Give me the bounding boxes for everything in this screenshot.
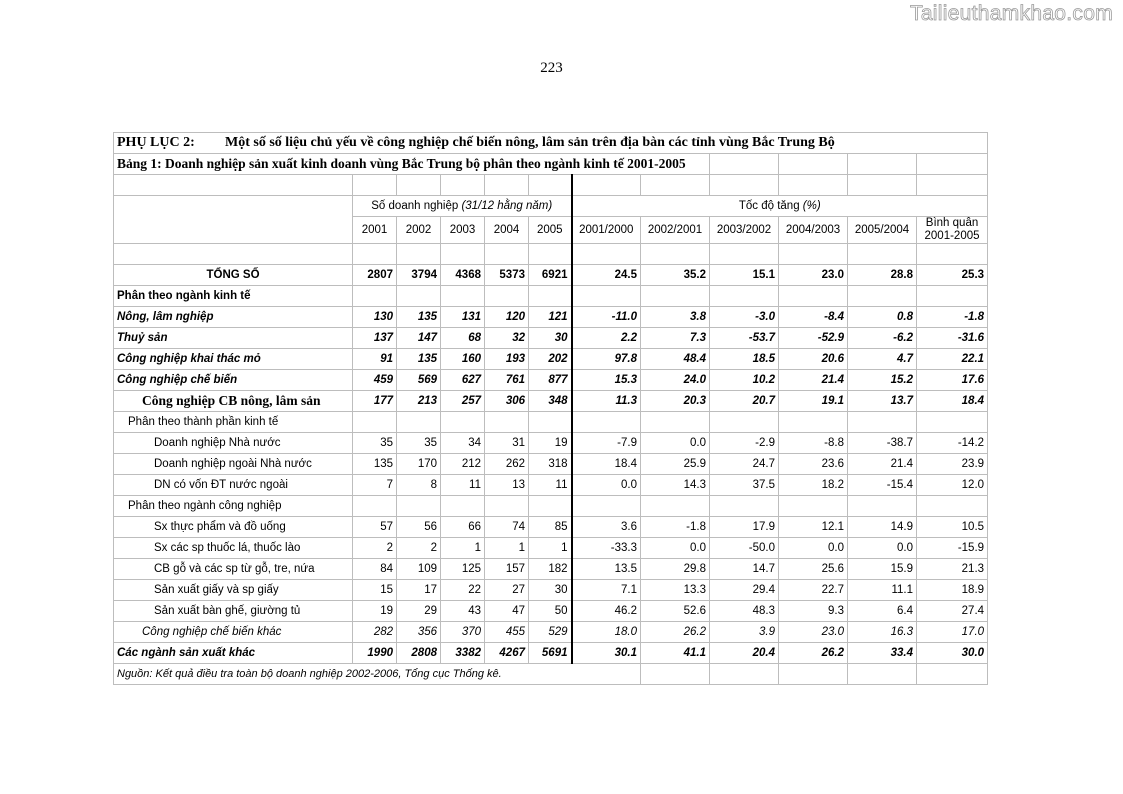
count-cell: 459 bbox=[353, 370, 397, 391]
growth-cell: 3.6 bbox=[572, 517, 641, 538]
growth-cell: -1.8 bbox=[917, 307, 988, 328]
row-label: Công nghiệp chế biến bbox=[114, 370, 353, 391]
page-number: 223 bbox=[540, 60, 563, 76]
cb-row bbox=[114, 391, 988, 412]
growth-cell: 4.7 bbox=[848, 349, 917, 370]
count-cell: 19 bbox=[529, 433, 572, 454]
count-cell: 74 bbox=[485, 517, 529, 538]
growth-cell: 17.0 bbox=[917, 622, 988, 643]
growth-cell: -8.8 bbox=[779, 433, 848, 454]
growth-cell: 22.1 bbox=[917, 349, 988, 370]
count-cell: 157 bbox=[485, 559, 529, 580]
count-group-header bbox=[353, 196, 572, 217]
subsection-row bbox=[114, 496, 988, 517]
count-cell: 120 bbox=[485, 307, 529, 328]
growth-cell: -14.2 bbox=[917, 433, 988, 454]
count-cell: 5373 bbox=[485, 265, 529, 286]
growth-header-note: (%) bbox=[802, 200, 821, 212]
row-label: Sx các sp thuốc lá, thuốc lào bbox=[114, 538, 353, 559]
growth-cell: 30.1 bbox=[572, 643, 641, 664]
growth-cell: 28.8 bbox=[848, 265, 917, 286]
growth-cell: 0.0 bbox=[641, 538, 710, 559]
count-cell: 121 bbox=[529, 307, 572, 328]
growth-cell: 7.1 bbox=[572, 580, 641, 601]
growth-cell: 0.0 bbox=[641, 433, 710, 454]
growth-cell: 24.0 bbox=[641, 370, 710, 391]
count-cell: 137 bbox=[353, 328, 397, 349]
row-label: Doanh nghiệp Nhà nước bbox=[114, 433, 353, 454]
growth-cell: 0.0 bbox=[779, 538, 848, 559]
growth-header-text: Tốc độ tăng bbox=[738, 200, 803, 212]
count-cell: 135 bbox=[397, 307, 441, 328]
count-cell: 370 bbox=[441, 622, 485, 643]
growth-cell: 12.0 bbox=[917, 475, 988, 496]
row-label: Sản xuất bàn ghế, giường tủ bbox=[114, 601, 353, 622]
count-cell: 6921 bbox=[529, 265, 572, 286]
row-label: Thuỷ sản bbox=[114, 328, 353, 349]
growth-cell: 0.0 bbox=[848, 538, 917, 559]
count-cell: 4368 bbox=[441, 265, 485, 286]
data-table bbox=[113, 132, 988, 685]
count-cell: 13 bbox=[485, 475, 529, 496]
group-header-row bbox=[114, 196, 988, 217]
count-cell: 212 bbox=[441, 454, 485, 475]
count-cell: 2 bbox=[353, 538, 397, 559]
growth-cell: 23.0 bbox=[779, 622, 848, 643]
count-cell: 7 bbox=[353, 475, 397, 496]
growth-cell: 24.7 bbox=[710, 454, 779, 475]
growth-cell: 0.8 bbox=[848, 307, 917, 328]
growth-cell: 15.3 bbox=[572, 370, 641, 391]
count-cell: 348 bbox=[529, 391, 572, 412]
row-label: Doanh nghiệp ngoài Nhà nước bbox=[114, 454, 353, 475]
growth-cell: 46.2 bbox=[572, 601, 641, 622]
growth-cell: 14.7 bbox=[710, 559, 779, 580]
count-cell: 130 bbox=[353, 307, 397, 328]
count-cell: 182 bbox=[529, 559, 572, 580]
growth-cell: 29.8 bbox=[641, 559, 710, 580]
growth-cell: 19.1 bbox=[779, 391, 848, 412]
row-label: Sản xuất giấy và sp giấy bbox=[114, 580, 353, 601]
growth-cell: 15.1 bbox=[710, 265, 779, 286]
year-header: 2002 bbox=[397, 217, 441, 244]
appendix-title-row bbox=[114, 133, 988, 154]
count-cell: 627 bbox=[441, 370, 485, 391]
count-cell: 1 bbox=[485, 538, 529, 559]
subsection-row bbox=[114, 412, 988, 433]
growth-cell: 25.9 bbox=[641, 454, 710, 475]
table-row bbox=[114, 475, 988, 496]
total-row bbox=[114, 265, 988, 286]
growth-cell: 48.4 bbox=[641, 349, 710, 370]
growth-cell: 13.5 bbox=[572, 559, 641, 580]
period-header: 2004/2003 bbox=[779, 217, 848, 244]
growth-cell: 20.7 bbox=[710, 391, 779, 412]
growth-cell: 29.4 bbox=[710, 580, 779, 601]
growth-cell: 13.3 bbox=[641, 580, 710, 601]
growth-cell: 12.1 bbox=[779, 517, 848, 538]
growth-cell: 14.3 bbox=[641, 475, 710, 496]
count-cell: 2807 bbox=[353, 265, 397, 286]
year-header: 2004 bbox=[485, 217, 529, 244]
count-cell: 11 bbox=[529, 475, 572, 496]
average-header-line2: 2001-2005 bbox=[924, 230, 980, 242]
count-cell: 1 bbox=[529, 538, 572, 559]
count-cell: 11 bbox=[441, 475, 485, 496]
count-cell: 56 bbox=[397, 517, 441, 538]
count-cell: 4267 bbox=[485, 643, 529, 664]
growth-cell: -33.3 bbox=[572, 538, 641, 559]
growth-cell: 22.7 bbox=[779, 580, 848, 601]
growth-cell: 23.6 bbox=[779, 454, 848, 475]
source-row bbox=[114, 664, 988, 685]
count-cell: 193 bbox=[485, 349, 529, 370]
growth-cell: 0.0 bbox=[572, 475, 641, 496]
count-cell: 202 bbox=[529, 349, 572, 370]
growth-cell: -50.0 bbox=[710, 538, 779, 559]
growth-cell: 3.8 bbox=[641, 307, 710, 328]
growth-cell: 7.3 bbox=[641, 328, 710, 349]
growth-cell: -6.2 bbox=[848, 328, 917, 349]
count-cell: 177 bbox=[353, 391, 397, 412]
row-label: Phân theo ngành kinh tế bbox=[114, 286, 353, 307]
count-cell: 35 bbox=[397, 433, 441, 454]
growth-cell: 21.4 bbox=[848, 454, 917, 475]
appendix-label: PHỤ LỤC 2: bbox=[117, 135, 195, 150]
row-label: Công nghiệp CB nông, lâm sản bbox=[114, 391, 353, 412]
growth-cell: 25.3 bbox=[917, 265, 988, 286]
growth-cell: -38.7 bbox=[848, 433, 917, 454]
table-row bbox=[114, 517, 988, 538]
average-header-line1: Bình quân bbox=[925, 217, 979, 229]
table-row bbox=[114, 433, 988, 454]
count-cell: 877 bbox=[529, 370, 572, 391]
growth-cell: -8.4 bbox=[779, 307, 848, 328]
count-cell: 17 bbox=[397, 580, 441, 601]
growth-cell: 52.6 bbox=[641, 601, 710, 622]
count-cell: 30 bbox=[529, 328, 572, 349]
table-row bbox=[114, 328, 988, 349]
count-cell: 19 bbox=[353, 601, 397, 622]
count-cell: 57 bbox=[353, 517, 397, 538]
table-title: Bảng 1: Doanh nghiệp sản xuất kinh doanh vùng Bắc Trung bộ phân theo ngành kinh tế 2001-2005 bbox=[114, 154, 710, 175]
count-cell: 2 bbox=[397, 538, 441, 559]
count-cell: 569 bbox=[397, 370, 441, 391]
growth-cell: 27.4 bbox=[917, 601, 988, 622]
growth-cell: 30.0 bbox=[917, 643, 988, 664]
count-cell: 356 bbox=[397, 622, 441, 643]
count-cell: 160 bbox=[441, 349, 485, 370]
growth-cell: 21.3 bbox=[917, 559, 988, 580]
count-cell: 32 bbox=[485, 328, 529, 349]
table-row bbox=[114, 538, 988, 559]
growth-cell: 17.9 bbox=[710, 517, 779, 538]
watermark-text: Tailieuthamkhao.com bbox=[910, 2, 1113, 25]
growth-cell: 16.3 bbox=[848, 622, 917, 643]
period-header: 2003/2002 bbox=[710, 217, 779, 244]
growth-cell: 26.2 bbox=[779, 643, 848, 664]
growth-cell: -7.9 bbox=[572, 433, 641, 454]
count-cell: 35 bbox=[353, 433, 397, 454]
growth-cell: 11.1 bbox=[848, 580, 917, 601]
count-header-note: (31/12 hằng năm) bbox=[461, 200, 553, 212]
growth-cell: 97.8 bbox=[572, 349, 641, 370]
count-cell: 213 bbox=[397, 391, 441, 412]
period-header: 2002/2001 bbox=[641, 217, 710, 244]
source-note: Nguồn: Kết quả điều tra toàn bộ doanh nghiệp 2002-2006, Tổng cục Thống kê. bbox=[114, 664, 641, 685]
growth-cell: 20.6 bbox=[779, 349, 848, 370]
count-cell: 455 bbox=[485, 622, 529, 643]
growth-cell: 18.2 bbox=[779, 475, 848, 496]
table-row bbox=[114, 370, 988, 391]
growth-cell: 26.2 bbox=[641, 622, 710, 643]
count-cell: 29 bbox=[397, 601, 441, 622]
count-cell: 8 bbox=[397, 475, 441, 496]
growth-cell: 18.4 bbox=[917, 391, 988, 412]
growth-cell: 15.9 bbox=[848, 559, 917, 580]
growth-cell: -52.9 bbox=[779, 328, 848, 349]
count-cell: 318 bbox=[529, 454, 572, 475]
count-cell: 84 bbox=[353, 559, 397, 580]
growth-cell: 33.4 bbox=[848, 643, 917, 664]
count-cell: 282 bbox=[353, 622, 397, 643]
growth-cell: 15.2 bbox=[848, 370, 917, 391]
count-cell: 170 bbox=[397, 454, 441, 475]
row-label: Các ngành sản xuất khác bbox=[114, 643, 353, 664]
growth-cell: 13.7 bbox=[848, 391, 917, 412]
growth-cell: 25.6 bbox=[779, 559, 848, 580]
count-cell: 761 bbox=[485, 370, 529, 391]
growth-cell: 48.3 bbox=[710, 601, 779, 622]
count-cell: 5691 bbox=[529, 643, 572, 664]
growth-cell: 3.9 bbox=[710, 622, 779, 643]
growth-cell: -3.0 bbox=[710, 307, 779, 328]
count-cell: 91 bbox=[353, 349, 397, 370]
other-processing-row bbox=[114, 622, 988, 643]
growth-cell: 11.3 bbox=[572, 391, 641, 412]
count-cell: 43 bbox=[441, 601, 485, 622]
row-label: Sx thực phẩm và đồ uống bbox=[114, 517, 353, 538]
table-row bbox=[114, 307, 988, 328]
count-cell: 529 bbox=[529, 622, 572, 643]
growth-cell: 20.4 bbox=[710, 643, 779, 664]
count-cell: 3382 bbox=[441, 643, 485, 664]
count-cell: 85 bbox=[529, 517, 572, 538]
count-cell: 68 bbox=[441, 328, 485, 349]
row-label: Nông, lâm nghiệp bbox=[114, 307, 353, 328]
growth-cell: 37.5 bbox=[710, 475, 779, 496]
count-cell: 30 bbox=[529, 580, 572, 601]
row-label: Phân theo thành phần kinh tế bbox=[114, 412, 353, 433]
growth-cell: 24.5 bbox=[572, 265, 641, 286]
growth-cell: -53.7 bbox=[710, 328, 779, 349]
growth-cell: -15.4 bbox=[848, 475, 917, 496]
growth-cell: 41.1 bbox=[641, 643, 710, 664]
count-cell: 257 bbox=[441, 391, 485, 412]
growth-cell: -1.8 bbox=[641, 517, 710, 538]
growth-cell: 18.9 bbox=[917, 580, 988, 601]
count-cell: 125 bbox=[441, 559, 485, 580]
count-cell: 1990 bbox=[353, 643, 397, 664]
growth-cell: 21.4 bbox=[779, 370, 848, 391]
count-cell: 15 bbox=[353, 580, 397, 601]
growth-cell: 10.2 bbox=[710, 370, 779, 391]
table-row bbox=[114, 559, 988, 580]
count-cell: 109 bbox=[397, 559, 441, 580]
growth-cell: 6.4 bbox=[848, 601, 917, 622]
growth-cell: 14.9 bbox=[848, 517, 917, 538]
count-cell: 66 bbox=[441, 517, 485, 538]
count-cell: 47 bbox=[485, 601, 529, 622]
year-header: 2001 bbox=[353, 217, 397, 244]
row-label: Phân theo ngành công nghiệp bbox=[114, 496, 353, 517]
growth-cell: 9.3 bbox=[779, 601, 848, 622]
period-header: 2001/2000 bbox=[572, 217, 641, 244]
count-cell: 50 bbox=[529, 601, 572, 622]
growth-cell: 18.5 bbox=[710, 349, 779, 370]
growth-cell: 18.4 bbox=[572, 454, 641, 475]
growth-cell: 2.2 bbox=[572, 328, 641, 349]
row-label: CB gỗ và các sp từ gỗ, tre, nứa bbox=[114, 559, 353, 580]
growth-cell: 17.6 bbox=[917, 370, 988, 391]
count-cell: 131 bbox=[441, 307, 485, 328]
other-sectors-row bbox=[114, 643, 988, 664]
growth-cell: 18.0 bbox=[572, 622, 641, 643]
table-row bbox=[114, 349, 988, 370]
average-header bbox=[917, 217, 988, 244]
growth-cell: 35.2 bbox=[641, 265, 710, 286]
growth-cell: -11.0 bbox=[572, 307, 641, 328]
row-label: TỔNG SỐ bbox=[114, 265, 353, 286]
count-cell: 27 bbox=[485, 580, 529, 601]
growth-cell: 23.9 bbox=[917, 454, 988, 475]
count-cell: 306 bbox=[485, 391, 529, 412]
growth-cell: 10.5 bbox=[917, 517, 988, 538]
growth-cell: -2.9 bbox=[710, 433, 779, 454]
count-cell: 3794 bbox=[397, 265, 441, 286]
row-label: Công nghiệp khai thác mỏ bbox=[114, 349, 353, 370]
growth-cell: -31.6 bbox=[917, 328, 988, 349]
year-header: 2005 bbox=[529, 217, 572, 244]
row-label: Công nghiệp chế biến khác bbox=[114, 622, 353, 643]
period-header: 2005/2004 bbox=[848, 217, 917, 244]
table-row bbox=[114, 601, 988, 622]
appendix-title bbox=[114, 133, 988, 154]
count-cell: 2808 bbox=[397, 643, 441, 664]
count-cell: 34 bbox=[441, 433, 485, 454]
table-title-row bbox=[114, 154, 988, 175]
appendix-title-text: Một số số liệu chủ yếu về công nghiệp chế biến nông, lâm sản trên địa bàn các tỉnh vùng Bắc Trung Bộ bbox=[225, 135, 835, 150]
count-cell: 22 bbox=[441, 580, 485, 601]
count-cell: 31 bbox=[485, 433, 529, 454]
count-cell: 147 bbox=[397, 328, 441, 349]
table-row bbox=[114, 454, 988, 475]
growth-cell: -15.9 bbox=[917, 538, 988, 559]
count-cell: 1 bbox=[441, 538, 485, 559]
growth-cell: 23.0 bbox=[779, 265, 848, 286]
count-cell: 135 bbox=[353, 454, 397, 475]
section-label-row bbox=[114, 286, 988, 307]
growth-cell: 20.3 bbox=[641, 391, 710, 412]
year-header: 2003 bbox=[441, 217, 485, 244]
count-cell: 135 bbox=[397, 349, 441, 370]
row-label: DN có vốn ĐT nước ngoài bbox=[114, 475, 353, 496]
table-row bbox=[114, 580, 988, 601]
count-cell: 262 bbox=[485, 454, 529, 475]
count-header-text: Số doanh nghiệp bbox=[371, 200, 462, 212]
growth-group-header bbox=[572, 196, 988, 217]
